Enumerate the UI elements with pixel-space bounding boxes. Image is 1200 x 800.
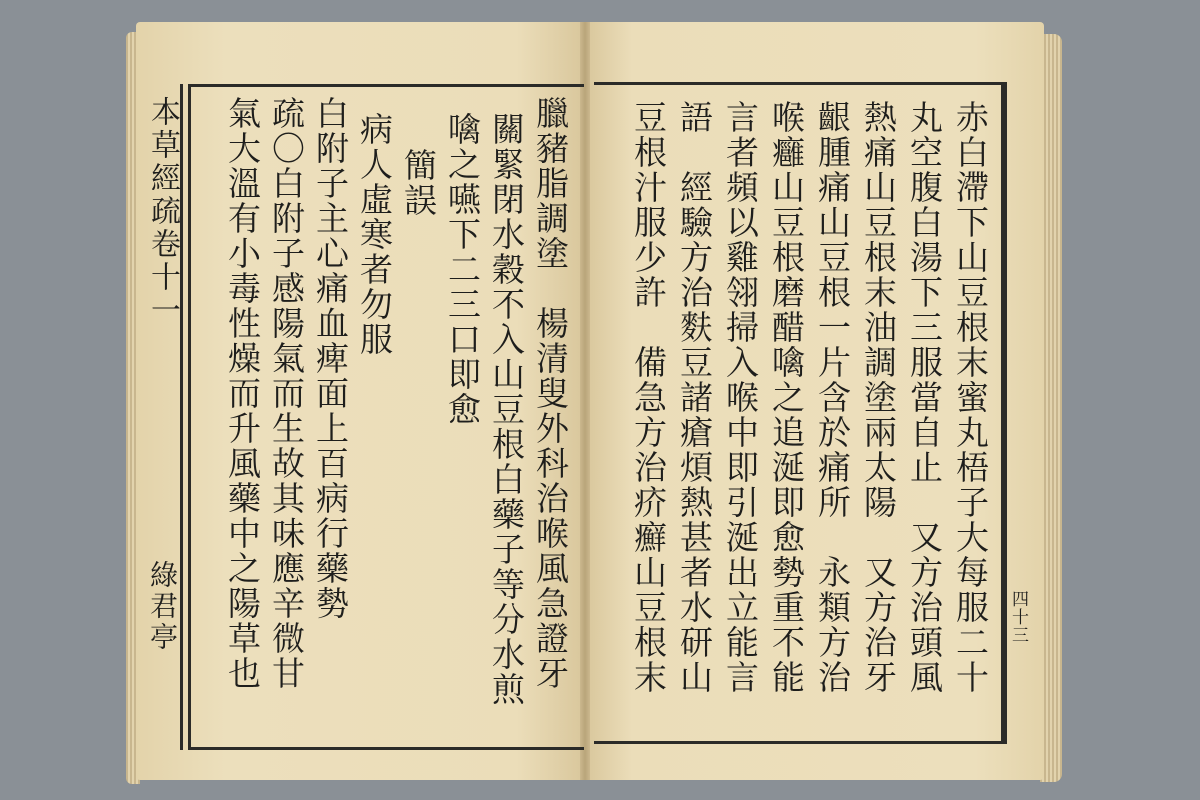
- left-column-6: 白附子主心痛血痺面上百病行藥勢: [311, 96, 350, 621]
- left-column-1: 臘豬脂調塗 楊清叟外科治喉風急證牙: [531, 96, 570, 691]
- left-column-8: 氣大溫有小毒性燥而升風藥中之陽草也: [223, 96, 262, 691]
- right-column-7: 語 經驗方治麩豆諸瘡煩熱甚者水研山: [675, 100, 714, 695]
- left-column-4-heading: 簡誤: [399, 148, 438, 218]
- right-column-2: 丸空腹白湯下三服當自止 又方治頭風: [905, 100, 944, 695]
- page-number: 四十三: [1008, 590, 1028, 644]
- right-column-6: 言者頻以雞翎掃入喉中即引涎出立能言: [721, 100, 760, 695]
- publisher-mark: 綠君亭: [146, 560, 179, 653]
- right-column-8: 豆根汁服少許 備急方治疥癬山豆根末: [629, 100, 668, 695]
- left-column-5: 病人虛寒者勿服: [355, 112, 394, 357]
- right-column-5: 喉癰山豆根磨醋噙之追涎即愈勢重不能: [767, 100, 806, 695]
- left-column-7: 疏〇白附子感陽氣而生故其味應辛微甘: [267, 96, 306, 691]
- right-outer-rule: [1004, 82, 1007, 744]
- left-column-2: 關緊閉水穀不入山豆根白藥子等分水煎: [487, 112, 526, 707]
- right-column-3: 熱痛山豆根末油調塗兩太陽 又方治牙: [859, 100, 898, 695]
- right-column-4: 齦腫痛山豆根一片含於痛所 永類方治: [813, 100, 852, 695]
- left-column-3: 噙之嚥下二三口即愈: [443, 112, 482, 427]
- right-column-1: 赤白滯下山豆根末蜜丸梧子大每服二十: [951, 100, 990, 695]
- margin-title: 本草經疏卷十一: [145, 96, 180, 327]
